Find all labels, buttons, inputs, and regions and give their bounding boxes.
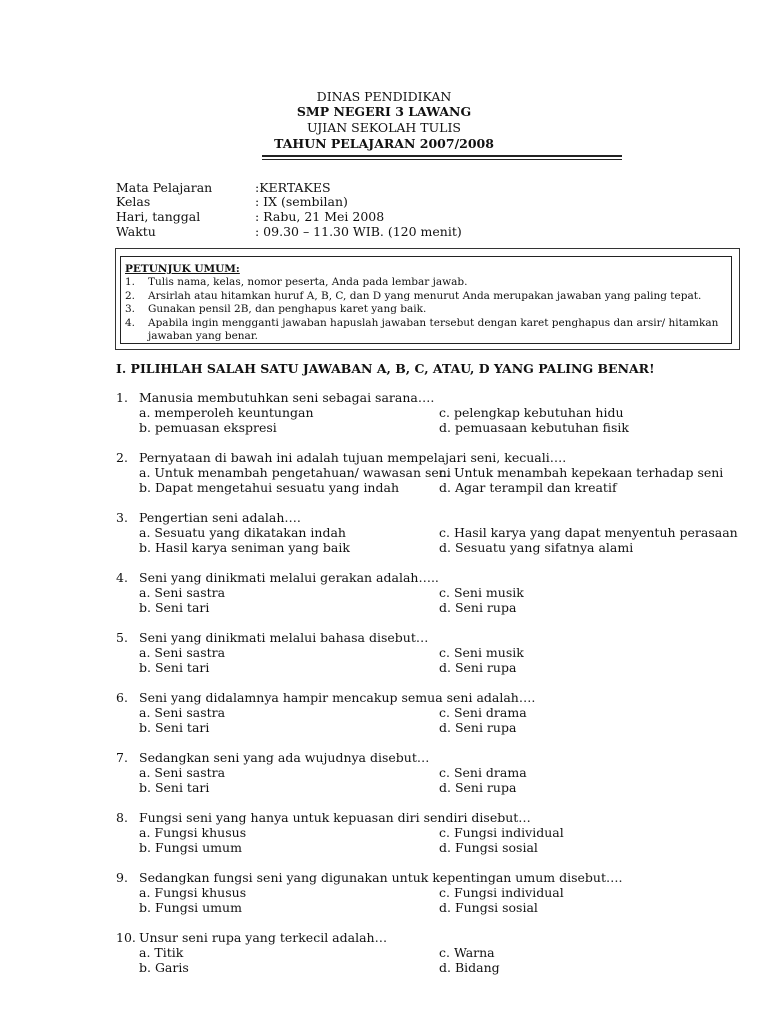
- question-number: 10.: [116, 930, 136, 945]
- question-number: 5.: [116, 630, 128, 645]
- option-b: b. pemuasan ekspresi: [139, 420, 277, 435]
- question-text: Seni yang dinikmati melalui bahasa disebut…: [139, 630, 429, 645]
- question-number: 6.: [116, 690, 128, 705]
- question-text: Sedangkan seni yang ada wujudnya disebut…: [139, 750, 430, 765]
- instruction-num: 2.: [125, 290, 136, 302]
- option-b: b. Seni tari: [139, 600, 210, 615]
- option-d: d. Fungsi sosial: [439, 900, 538, 915]
- instruction-num: 4.: [125, 317, 136, 329]
- meta-label-date: Hari, tanggal: [116, 209, 201, 224]
- option-a: a. Sesuatu yang dikatakan indah: [139, 525, 346, 540]
- option-a: a. Untuk menambah pengetahuan/ wawasan seni: [139, 465, 451, 480]
- option-b: b. Hasil karya seniman yang baik: [139, 540, 350, 555]
- option-a: a. Titik: [139, 945, 184, 960]
- option-c: c. Seni drama: [439, 765, 527, 780]
- option-a: a. memperoleh keuntungan: [139, 405, 314, 420]
- option-d: d. Seni rupa: [439, 600, 517, 615]
- header-rule-thin: [262, 159, 622, 160]
- option-c: c. pelengkap kebutuhan hidu: [439, 405, 624, 420]
- option-b: b. Seni tari: [139, 720, 210, 735]
- option-a: a. Seni sastra: [139, 585, 226, 600]
- question-number: 8.: [116, 810, 128, 825]
- instruction-text-cont: jawaban yang benar.: [148, 330, 259, 342]
- option-b: b. Dapat mengetahui sesuatu yang indah: [139, 480, 399, 495]
- question-text: Seni yang dinikmati melalui gerakan adalah…..: [139, 570, 439, 585]
- option-b: b. Garis: [139, 960, 189, 975]
- meta-value-time: : 09.30 – 11.30 WIB. (120 menit): [255, 224, 462, 239]
- instruction-text: Arsirlah atau hitamkan huruf A, B, C, dan D yang menurut Anda merupakan jawaban yang paling tepat.: [148, 290, 702, 302]
- option-c: c. Warna: [439, 945, 495, 960]
- option-b: b. Fungsi umum: [139, 840, 242, 855]
- meta-label-class: Kelas: [116, 194, 151, 209]
- option-d: d. Bidang: [439, 960, 500, 975]
- option-a: a. Seni sastra: [139, 705, 226, 720]
- question-number: 2.: [116, 450, 128, 465]
- question-number: 7.: [116, 750, 128, 765]
- option-d: d. pemuasaan kebutuhan fisik: [439, 420, 629, 435]
- option-c: c. Seni musik: [439, 585, 524, 600]
- question-text: Seni yang didalamnya hampir mencakup semua seni adalah….: [139, 690, 536, 705]
- option-b: b. Seni tari: [139, 780, 210, 795]
- option-c: c. Fungsi individual: [439, 825, 564, 840]
- question-text: Pengertian seni adalah….: [139, 510, 301, 525]
- option-a: a. Seni sastra: [139, 765, 226, 780]
- option-d: d. Sesuatu yang sifatnya alami: [439, 540, 634, 555]
- instruction-text: Gunakan pensil 2B, dan penghapus karet yang baik.: [148, 303, 427, 315]
- header-year: TAHUN PELAJARAN 2007/2008: [274, 136, 494, 151]
- question-text: Fungsi seni yang hanya untuk kepuasan diri sendiri disebut…: [139, 810, 531, 825]
- option-a: a. Fungsi khusus: [139, 825, 247, 840]
- header-exam: UJIAN SEKOLAH TULIS: [307, 120, 461, 135]
- option-c: c. Untuk menambah kepekaan terhadap seni: [439, 465, 724, 480]
- question-number: 4.: [116, 570, 128, 585]
- option-c: c. Fungsi individual: [439, 885, 564, 900]
- meta-value-subject: :KERTAKES: [255, 180, 331, 195]
- option-a: a. Seni sastra: [139, 645, 226, 660]
- meta-value-class: : IX (sembilan): [255, 194, 348, 209]
- question-text: Manusia membutuhkan seni sebagai sarana….: [139, 390, 435, 405]
- header-institution: DINAS PENDIDIKAN: [316, 89, 452, 104]
- question-number: 3.: [116, 510, 128, 525]
- question-text: Pernyataan di bawah ini adalah tujuan mempelajari seni, kecuali….: [139, 450, 567, 465]
- option-a: a. Fungsi khusus: [139, 885, 247, 900]
- option-c: c. Seni drama: [439, 705, 527, 720]
- option-c: c. Seni musik: [439, 645, 524, 660]
- option-b: b. Seni tari: [139, 660, 210, 675]
- instruction-num: 3.: [125, 303, 136, 315]
- meta-label-time: Waktu: [116, 224, 156, 239]
- question-text: Sedangkan fungsi seni yang digunakan untuk kepentingan umum disebut….: [139, 870, 623, 885]
- option-c: c. Hasil karya yang dapat menyentuh perasaan: [439, 525, 738, 540]
- instruction-text: Tulis nama, kelas, nomor peserta, Anda pada lembar jawab.: [148, 276, 468, 288]
- option-d: d. Fungsi sosial: [439, 840, 538, 855]
- meta-value-date: : Rabu, 21 Mei 2008: [255, 209, 385, 224]
- instructions-title: PETUNJUK UMUM:: [125, 263, 240, 275]
- meta-label-subject: Mata Pelajaran: [116, 180, 213, 195]
- option-d: d. Seni rupa: [439, 780, 517, 795]
- option-d: d. Agar terampil dan kreatif: [439, 480, 617, 495]
- question-number: 1.: [116, 390, 128, 405]
- question-text: Unsur seni rupa yang terkecil adalah…: [139, 930, 388, 945]
- instruction-num: 1.: [125, 276, 136, 288]
- option-b: b. Fungsi umum: [139, 900, 242, 915]
- section-title: I. PILIHLAH SALAH SATU JAWABAN A, B, C, ATAU, D YANG PALING BENAR!: [116, 361, 655, 376]
- option-d: d. Seni rupa: [439, 660, 517, 675]
- instruction-text: Apabila ingin mengganti jawaban hapuslah jawaban tersebut dengan karet penghapus dan arsir/ hitamkan: [148, 317, 719, 329]
- option-d: d. Seni rupa: [439, 720, 517, 735]
- header-rule-thick: [262, 155, 622, 157]
- header-school: SMP NEGERI 3 LAWANG: [296, 104, 472, 119]
- question-number: 9.: [116, 870, 128, 885]
